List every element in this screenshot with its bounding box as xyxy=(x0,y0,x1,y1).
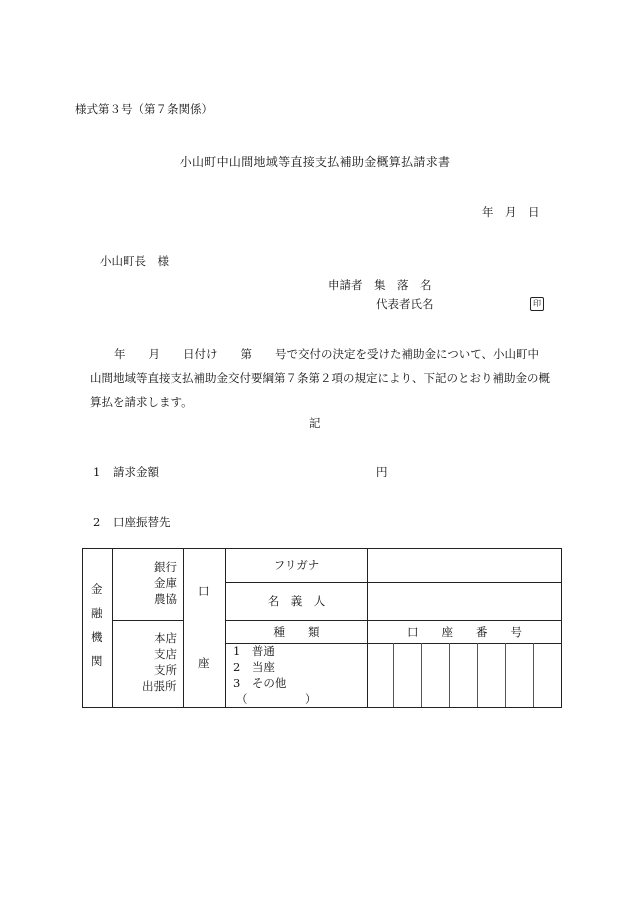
institution-char-3: 機 xyxy=(91,630,103,644)
table-border-left xyxy=(82,548,83,708)
account-number-label: 口 座 番 号 xyxy=(407,625,522,639)
table-border-right xyxy=(561,548,562,708)
seal-mark: 印 xyxy=(530,297,544,311)
branch-type-office: 出張所 xyxy=(142,679,177,693)
table-border-top xyxy=(82,548,562,549)
type-option-other: 3 その他 xyxy=(233,676,287,690)
document-title: 小山町中山間地域等直接支払補助金概算払請求書 xyxy=(179,155,451,169)
bank-type-nokyo: 農協 xyxy=(154,592,177,606)
institution-char-2: 融 xyxy=(91,606,103,620)
institution-char-4: 関 xyxy=(91,654,103,668)
divider-v-1 xyxy=(112,548,113,708)
divider-v-2 xyxy=(183,548,184,708)
table-border-bottom xyxy=(82,707,562,708)
account-char-1: 口 xyxy=(198,584,210,598)
account-char-2: 座 xyxy=(198,656,210,670)
account-type-label: 種 類 xyxy=(273,625,320,639)
item-1-unit: 円 xyxy=(376,465,388,479)
bank-type-bank: 銀行 xyxy=(154,560,177,574)
date-line: 年 月 日 xyxy=(482,205,540,219)
item-1-number: 1 xyxy=(93,465,101,479)
applicant-representative-name: 代表者氏名 xyxy=(376,297,434,311)
request-body-text: 年 月 日付け 第 号で交付の決定を受けた補助金について、小山町中山間地域等直接支払補助金交付要綱第７条第２項の規定により、下記のとおり補助金の概算払を請求します。 xyxy=(90,347,550,409)
institution-char-1: 金 xyxy=(91,582,103,596)
account-holder-label: 名 義 人 xyxy=(267,594,326,608)
digit-box-line xyxy=(449,643,450,707)
ki-heading: 記 xyxy=(309,416,321,430)
applicant-village-name: 申請者 集 落 名 xyxy=(328,278,432,292)
digit-box-line xyxy=(533,643,534,707)
bank-type-shinkin: 金庫 xyxy=(154,576,177,590)
form-number: 様式第３号（第７条関係） xyxy=(75,102,213,116)
branch-type-sub: 支所 xyxy=(154,663,177,677)
type-option-current: 2 当座 xyxy=(233,660,275,674)
bank-account-table xyxy=(82,548,562,708)
divider-h-2 xyxy=(225,620,562,621)
item-2-number: 2 xyxy=(93,515,101,529)
divider-v-4 xyxy=(367,548,368,620)
divider-h-1 xyxy=(225,582,562,583)
item-1-label: 請求金額 xyxy=(113,465,159,479)
branch-type-head: 本店 xyxy=(154,631,177,645)
furigana-label: フリガナ xyxy=(273,558,320,572)
type-option-ordinary: 1 普通 xyxy=(233,644,275,658)
digit-box-line xyxy=(505,643,506,707)
type-option-other-blank: （ ） xyxy=(236,692,317,706)
digit-box-line xyxy=(477,643,478,707)
addressee: 小山町長 様 xyxy=(100,254,169,268)
branch-type-branch: 支店 xyxy=(154,647,177,661)
digit-box-line xyxy=(393,643,394,707)
item-2-label: 口座振替先 xyxy=(113,515,171,529)
divider-h-bank xyxy=(112,620,184,621)
digit-box-line xyxy=(421,643,422,707)
